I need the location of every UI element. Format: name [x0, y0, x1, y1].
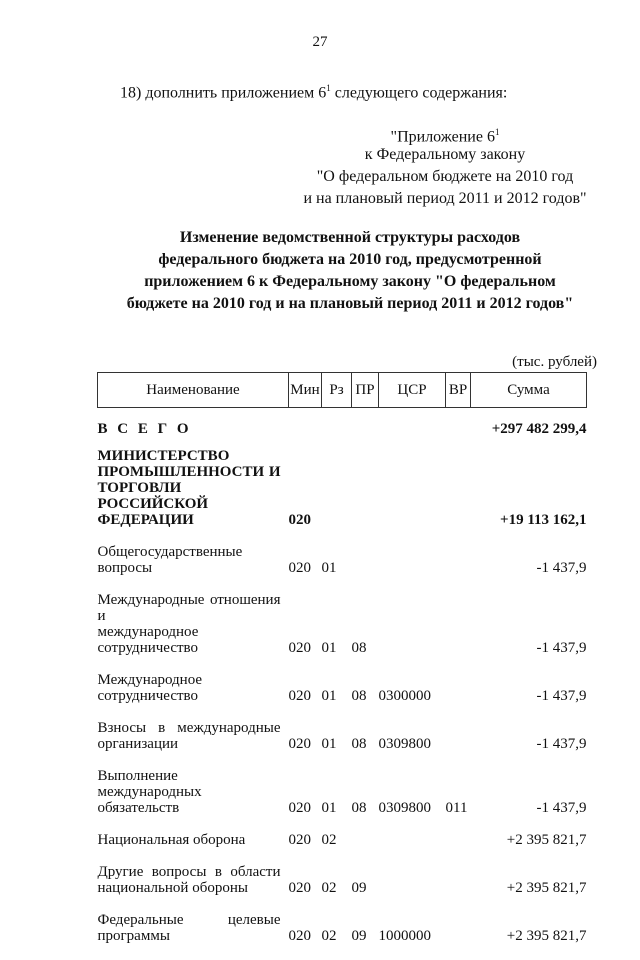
- row-vr: [446, 912, 471, 960]
- row-name: [98, 832, 289, 864]
- row-csr: 0309800: [379, 768, 446, 832]
- title-line: федерального бюджета на 2010 год, предусмотренной: [60, 252, 640, 268]
- header-pr: ПР: [352, 373, 379, 408]
- row-min: 020: [289, 864, 322, 912]
- row-name-line: Международное сотрудничество: [98, 672, 281, 704]
- row-vr: [446, 720, 471, 768]
- row-rz: [322, 408, 352, 449]
- table-row: [98, 672, 587, 720]
- row-min: 020: [289, 768, 322, 832]
- table-row: [98, 408, 587, 449]
- row-name: [98, 408, 289, 449]
- row-name: [98, 672, 289, 720]
- header-name: Наименование: [98, 373, 289, 408]
- row-vr: [446, 448, 471, 544]
- row-sum: -1 437,9: [471, 592, 587, 672]
- header-rz: Рз: [322, 373, 352, 408]
- intro-paragraph: [120, 80, 507, 101]
- row-sum: +297 482 299,4: [471, 408, 587, 449]
- row-name-line: организации: [98, 736, 281, 752]
- table-header: [98, 373, 587, 408]
- row-name-line: ФЕДЕРАЦИИ: [98, 512, 281, 528]
- row-name-line: ПРОМЫШЛЕННОСТИ И: [98, 464, 281, 480]
- row-rz: 01: [322, 768, 352, 832]
- table-row: [98, 912, 587, 960]
- row-name-line: ТОРГОВЛИ РОССИЙСКОЙ: [98, 480, 281, 512]
- row-pr: 08: [352, 768, 379, 832]
- row-vr: [446, 672, 471, 720]
- row-csr: [379, 544, 446, 592]
- row-sum: -1 437,9: [471, 720, 587, 768]
- row-rz: 01: [322, 672, 352, 720]
- row-name: [98, 448, 289, 544]
- row-csr: 1000000: [379, 912, 446, 960]
- row-name-line: обязательств: [98, 800, 281, 816]
- row-name-line: В С Е Г О: [98, 421, 281, 437]
- row-pr: 08: [352, 672, 379, 720]
- row-csr: [379, 408, 446, 449]
- row-name: [98, 544, 289, 592]
- row-pr: 09: [352, 864, 379, 912]
- row-vr: [446, 544, 471, 592]
- row-min: 020: [289, 672, 322, 720]
- budget-table: [97, 372, 587, 960]
- row-sum: +2 395 821,7: [471, 832, 587, 864]
- row-min: 020: [289, 448, 322, 544]
- row-min: 020: [289, 544, 322, 592]
- row-sum: +19 113 162,1: [471, 448, 587, 544]
- row-name-line: Международные отношения и: [98, 592, 281, 624]
- row-csr: [379, 592, 446, 672]
- row-csr: [379, 832, 446, 864]
- row-name: [98, 720, 289, 768]
- row-pr: [352, 408, 379, 449]
- row-rz: [322, 448, 352, 544]
- row-rz: 02: [322, 832, 352, 864]
- row-csr: [379, 448, 446, 544]
- row-pr: [352, 544, 379, 592]
- appendix-sup: 1: [495, 127, 500, 137]
- row-rz: 02: [322, 864, 352, 912]
- row-name-line: Взносы в международные: [98, 720, 281, 736]
- table-body: [98, 408, 587, 960]
- intro-text: 18) дополнить приложением 6: [120, 84, 326, 101]
- row-pr: [352, 832, 379, 864]
- appendix-line-2: к Федеральному закону: [300, 147, 590, 163]
- row-rz: 02: [322, 912, 352, 960]
- row-name-line: Национальная оборона: [98, 832, 281, 848]
- page-number: 27: [0, 34, 640, 50]
- row-name-line: международное сотрудничество: [98, 624, 281, 656]
- intro-sup: 1: [326, 83, 331, 93]
- row-vr: [446, 408, 471, 449]
- appendix-line-3: "О федеральном бюджете на 2010 год: [300, 169, 590, 185]
- row-name: [98, 768, 289, 832]
- table-row: [98, 592, 587, 672]
- row-csr: 0300000: [379, 672, 446, 720]
- title-line: бюджете на 2010 год и на плановый период 2011 и 2012 годов": [60, 296, 640, 312]
- table-row: [98, 832, 587, 864]
- row-name: [98, 592, 289, 672]
- table-row: [98, 768, 587, 832]
- row-pr: 08: [352, 720, 379, 768]
- row-rz: 01: [322, 544, 352, 592]
- units-label: (тыс. рублей): [400, 354, 597, 370]
- header-sum: Сумма: [471, 373, 587, 408]
- row-pr: 08: [352, 592, 379, 672]
- row-sum: -1 437,9: [471, 768, 587, 832]
- header-vr: ВР: [446, 373, 471, 408]
- row-min: 020: [289, 592, 322, 672]
- row-name-line: программы: [98, 928, 281, 944]
- row-sum: -1 437,9: [471, 672, 587, 720]
- row-csr: 0309800: [379, 720, 446, 768]
- header-min: Мин: [289, 373, 322, 408]
- intro-text-after: следующего содержания:: [331, 84, 508, 101]
- row-sum: +2 395 821,7: [471, 912, 587, 960]
- row-name-line: Общегосударственные вопросы: [98, 544, 281, 576]
- row-min: 020: [289, 832, 322, 864]
- row-name: [98, 912, 289, 960]
- row-name-line: МИНИСТЕРСТВО: [98, 448, 281, 464]
- row-vr: [446, 592, 471, 672]
- row-rz: 01: [322, 720, 352, 768]
- table-row: [98, 720, 587, 768]
- table-row: [98, 544, 587, 592]
- title-line: приложением 6 к Федеральному закону "О федеральном: [60, 274, 640, 290]
- row-min: 020: [289, 912, 322, 960]
- appendix-line-4: и на плановый период 2011 и 2012 годов": [300, 191, 590, 207]
- row-sum: -1 437,9: [471, 544, 587, 592]
- row-name-line: Федеральные целевые: [98, 912, 281, 928]
- row-pr: [352, 448, 379, 544]
- table-row: [98, 448, 587, 544]
- row-pr: 09: [352, 912, 379, 960]
- row-min: 020: [289, 720, 322, 768]
- row-name-line: национальной обороны: [98, 880, 281, 896]
- title-line: Изменение ведомственной структуры расходов: [60, 230, 640, 246]
- row-sum: +2 395 821,7: [471, 864, 587, 912]
- appendix-line-1: "Приложение 6: [391, 128, 495, 145]
- row-name-line: Другие вопросы в области: [98, 864, 281, 880]
- row-min: [289, 408, 322, 449]
- header-csr: ЦСР: [379, 373, 446, 408]
- row-name-line: Выполнение международных: [98, 768, 281, 800]
- row-rz: 01: [322, 592, 352, 672]
- row-vr: [446, 832, 471, 864]
- row-vr: 011: [446, 768, 471, 832]
